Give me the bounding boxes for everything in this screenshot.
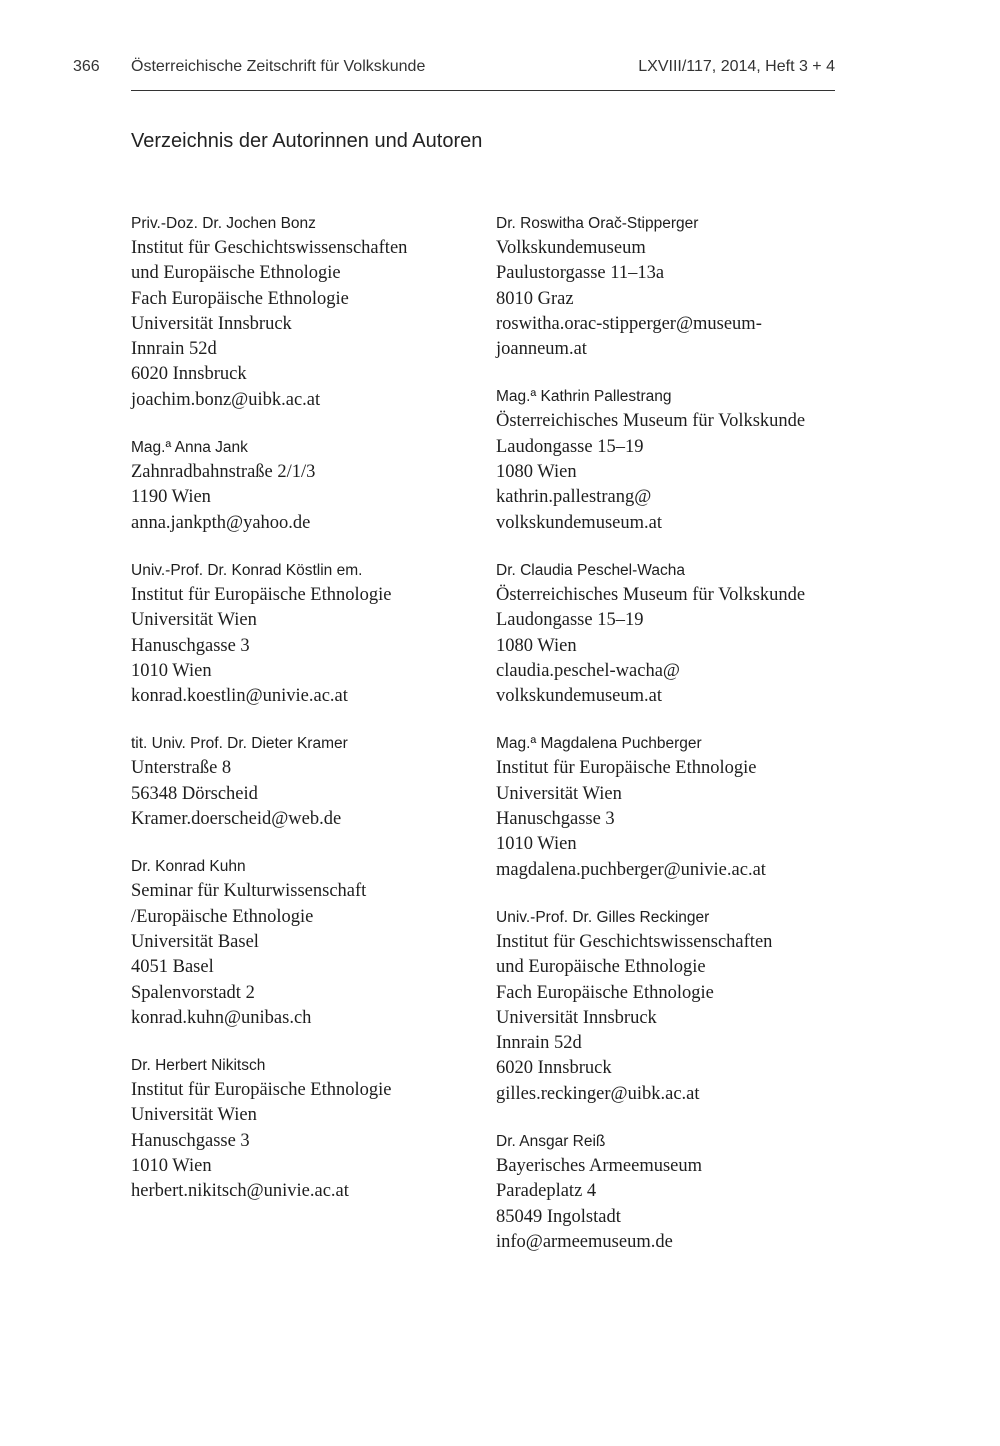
address-line: Volkskundemuseum [496,238,646,258]
address-line: 85049 Ingolstadt [496,1206,621,1227]
author-name: tit. Univ. Prof. Dr. Dieter Kramer [131,735,348,753]
author-name: Priv.-Doz. Dr. Jochen Bonz [131,215,316,232]
author-entry [131,734,481,832]
address-line: /Europäische Ethnologie [131,906,314,927]
address-line: Universität Basel [131,931,259,952]
author-email: joanneum.at [496,339,587,360]
left-column [131,214,481,1230]
author-entry [496,908,856,1107]
address-line: und Europäische Ethnologie [131,263,341,284]
author-email: konrad.kuhn@unibas.ch [131,1007,312,1028]
author-entry [496,561,856,709]
author-name: Dr. Ansgar Reiß [496,1133,606,1151]
address-line: Paulustorgasse 11–13a [496,263,665,284]
address-line: Institut für Europäische Ethnologie [131,1080,392,1101]
address-line: 6020 Innsbruck [131,364,247,385]
author-entry [496,1132,856,1255]
author-entry [496,734,856,882]
author-name: Mag.ª Magdalena Puchberger [496,735,702,753]
author-name: Mag.ª Anna Jank [131,439,248,457]
address-line: und Europäische Ethnologie [496,957,706,978]
address-line: Bayerisches Armeemuseum [496,1156,703,1177]
author-email: Kramer.doerscheid@web.de [131,809,342,830]
author-entry [131,857,481,1031]
address-line: Hanuschgasse 3 [131,1130,250,1151]
author-entry [131,438,481,536]
address-line: Institut für Europäische Ethnologie [131,584,392,605]
address-line: Universität Innsbruck [131,313,292,334]
author-email: roswitha.orac-stipperger@museum- [496,313,762,334]
author-email: gilles.reckinger@uibk.ac.at [496,1083,700,1104]
address-line: Universität Wien [496,783,622,804]
author-entry [496,214,856,362]
author-name: Univ.-Prof. Dr. Gilles Reckinger [496,908,710,926]
author-name: Univ.-Prof. Dr. Konrad Köstlin em. [131,561,363,579]
author-entry [131,561,481,709]
address-line: 6020 Innsbruck [496,1058,612,1079]
address-line: Hanuschgasse 3 [496,809,615,830]
author-email: joachim.bonz@uibk.ac.at [131,389,321,410]
author-name: Dr. Claudia Peschel-Wacha [496,561,685,579]
author-email: info@armeemuseum.de [496,1231,673,1252]
author-email: kathrin.pallestrang@ [496,487,652,508]
author-email: konrad.koestlin@univie.ac.at [131,686,348,707]
address-line: 1010 Wien [496,834,577,855]
address-line: Fach Europäische Ethnologie [496,982,714,1003]
author-email: anna.jankpth@yahoo.de [131,512,311,533]
journal-title: Österreichische Zeitschrift für Volkskunde [131,58,426,75]
address-line: Seminar für Kulturwissenschaft [131,881,367,902]
address-line: 1010 Wien [131,1156,212,1177]
address-line: Universität Wien [131,1105,257,1126]
author-email: magdalena.puchberger@univie.ac.at [496,859,766,880]
issue-info: LXVIII/117, 2014, Heft 3 + 4 [638,58,835,75]
author-email: volkskundemuseum.at [496,512,662,533]
author-name: Dr. Herbert Nikitsch [131,1057,266,1075]
address-line: Laudongasse 15–19 [496,610,644,631]
author-email: claudia.peschel-wacha@ [496,660,680,681]
address-line: Zahnradbahnstraße 2/1/3 [131,462,316,483]
author-name: Mag.ª Kathrin Pallestrang [496,388,672,406]
address-line: 1080 Wien [496,635,577,656]
address-line: Universität Wien [131,610,257,631]
address-line: Innrain 52d [131,339,217,360]
author-email: volkskundemuseum.at [496,686,662,707]
author-entry [131,1056,481,1204]
address-line: Laudongasse 15–19 [496,436,644,457]
page-number: 366 [73,58,100,75]
running-header [0,0,1000,92]
address-line: Spalenvorstadt 2 [131,982,255,1003]
author-entry [131,214,481,413]
author-name: Dr. Konrad Kuhn [131,858,246,876]
address-line: Universität Innsbruck [496,1007,657,1028]
address-line: Fach Europäische Ethnologie [131,288,349,309]
right-column [496,214,856,1280]
address-line: 1010 Wien [131,660,212,681]
address-line: Hanuschgasse 3 [131,635,250,656]
section-title: Verzeichnis der Autorinnen und Autoren [131,130,483,152]
address-line: 1080 Wien [496,462,577,483]
address-line: 1190 Wien [131,487,211,508]
address-line: 4051 Basel [131,957,214,978]
address-line: Österreichisches Museum für Volkskunde [496,584,806,605]
address-line: Institut für Europäische Ethnologie [496,758,757,779]
address-line: 8010 Graz [496,288,574,309]
address-line: Institut für Geschichtswissenschaften [496,931,773,952]
address-line: Unterstraße 8 [131,758,232,779]
address-line: Österreichisches Museum für Volkskunde [496,411,806,432]
author-name: Dr. Roswitha Orač-Stipperger [496,215,699,232]
address-line: Innrain 52d [496,1033,582,1054]
header-rule [131,90,835,91]
address-line: Paradeplatz 4 [496,1181,597,1202]
author-email: herbert.nikitsch@univie.ac.at [131,1181,349,1202]
address-line: Institut für Geschichtswissenschaften [131,238,408,258]
author-entry [496,387,856,535]
address-line: 56348 Dörscheid [131,783,258,804]
